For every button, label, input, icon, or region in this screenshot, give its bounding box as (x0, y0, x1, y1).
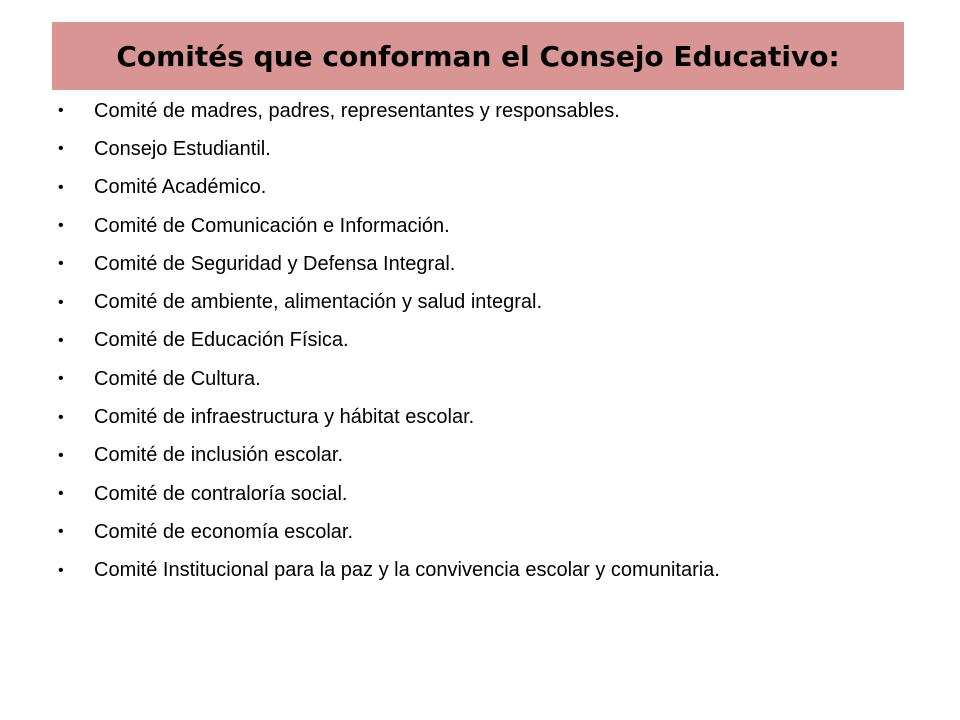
bullet-icon: • (58, 331, 64, 349)
list-item (56, 92, 936, 130)
bullet-icon: • (58, 255, 64, 273)
list-item (56, 398, 936, 436)
committee-label: Comité de Cultura. (94, 367, 261, 390)
committee-label: Comité de inclusión escolar. (94, 444, 344, 467)
list-item (56, 283, 936, 321)
list-item (56, 245, 936, 283)
bullet-icon: • (58, 370, 64, 388)
committee-label: Comité Académico. (94, 176, 267, 199)
bullet-icon: • (58, 446, 64, 464)
bullet-icon: • (58, 217, 64, 235)
list-item (56, 169, 936, 207)
bullet-icon: • (58, 178, 64, 196)
list-item (56, 322, 936, 360)
committee-label: Comité de Educación Física. (94, 329, 349, 352)
list-item (56, 437, 936, 475)
bullet-icon: • (58, 523, 64, 541)
bullet-icon: • (58, 293, 64, 311)
slide-title: Comités que conforman el Consejo Educativo: (116, 39, 840, 73)
bullet-icon: • (58, 408, 64, 426)
list-item (56, 513, 936, 551)
committee-label: Comité de infraestructura y hábitat escolar. (94, 406, 475, 429)
committee-label: Comité de Seguridad y Defensa Integral. (94, 252, 456, 275)
bullet-icon: • (58, 140, 64, 158)
bullet-icon: • (58, 485, 64, 503)
bullet-icon: • (58, 561, 64, 579)
committee-label: Comité de contraloría social. (94, 482, 348, 505)
committee-list (56, 92, 936, 590)
committee-label: Comité Institucional para la paz y la convivencia escolar y comunitaria. (94, 559, 720, 582)
committee-label: Comité de economía escolar. (94, 520, 354, 543)
committee-label: Comité de madres, padres, representantes y responsables. (94, 99, 620, 122)
committee-label: Comité de Comunicación e Información. (94, 214, 450, 237)
list-item (56, 475, 936, 513)
list-item (56, 207, 936, 245)
committee-label: Consejo Estudiantil. (94, 137, 271, 160)
list-item (56, 130, 936, 168)
bullet-icon: • (58, 102, 64, 120)
title-banner (52, 22, 904, 90)
list-item (56, 552, 936, 590)
list-item (56, 360, 936, 398)
committee-label: Comité de ambiente, alimentación y salud integral. (94, 291, 543, 314)
